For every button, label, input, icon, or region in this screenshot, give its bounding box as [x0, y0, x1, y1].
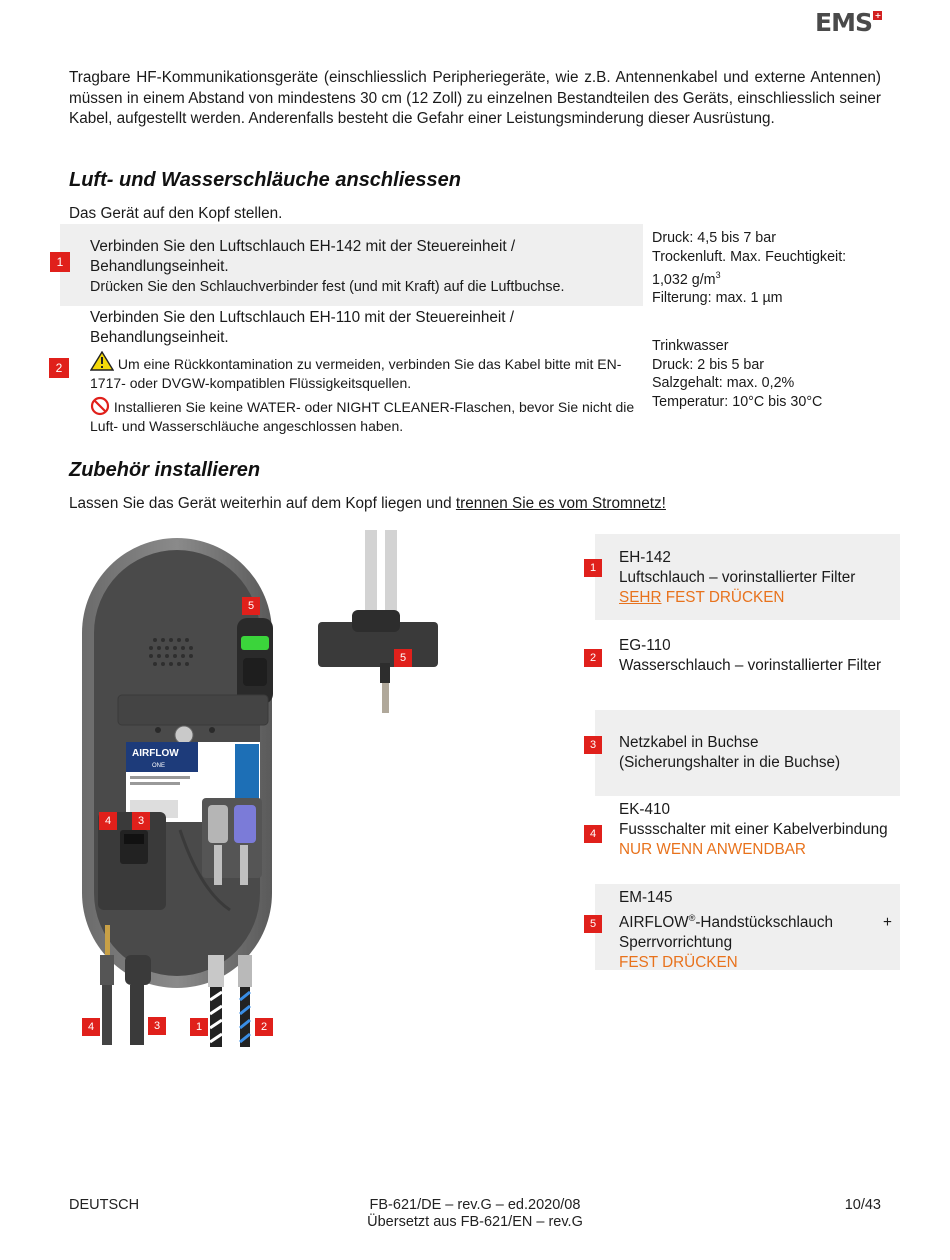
label-model: ONE [152, 763, 166, 769]
device-callout-3-port: 3 [132, 812, 150, 830]
step-2-specs [652, 337, 892, 411]
accessory-5-code: EM-145 [619, 889, 673, 906]
step-2-warning-2 [90, 396, 642, 436]
step-number-2: 2 [49, 358, 69, 378]
accessory-number-2: 2 [584, 649, 602, 667]
spec-air-pressure: Druck: 4,5 bis 7 bar [652, 230, 776, 246]
spec-air-humidity: Trockenluft. Max. Feuchtigkeit: [652, 248, 847, 265]
footer-page-number: 10/43 [844, 1197, 881, 1213]
subtitle-text: Lassen Sie das Gerät weiterhin auf dem Kopf liegen und [69, 495, 456, 512]
spec-water-pressure: Druck: 2 bis 5 bar [652, 356, 765, 373]
device-callout-1-cable: 1 [190, 1018, 208, 1036]
step-1-text [90, 237, 640, 297]
intro-paragraph: Tragbare HF-Kommunikationsgeräte (einschliesslich Peripheriegeräte, wie z.B. Antennenkabel und externe Antennen) müssen in einem Abstand von mindestens 30 cm (12 Zoll) zu einzelnen Bestandteilen des Geräts, einschliesslich seiner Kabel, aufgestellt werden. Anderenfalls besteht die Gefahr einer Leistungsminderung dieser Ausrüstung. [69, 69, 881, 127]
device-callout-5-module: 5 [394, 649, 412, 667]
device-callout-3-cable: 3 [148, 1017, 166, 1035]
accessory-number-4: 4 [584, 825, 602, 843]
ems-logo [815, 8, 882, 37]
accessory-row-3 [589, 710, 900, 796]
accessory-row-4 [589, 798, 900, 882]
warning-triangle-icon [90, 351, 114, 371]
swiss-cross-icon: + [874, 11, 881, 20]
spec-humidity-base: 1,032 g/m [652, 271, 716, 288]
section-subtitle-hoses: Das Gerät auf den Kopf stellen. [69, 205, 283, 222]
warning-1-text: Um eine Rückkontamination zu vermeiden, verbinden Sie das Kabel bitte mit EN-1717- oder DVGW-kompatiblen Flüssigkeitsquellen. [90, 356, 622, 391]
lock-green-indicator [241, 636, 269, 650]
device-callout-4-port: 4 [99, 812, 117, 830]
spec-humidity-sup: 3 [715, 270, 721, 280]
device-callout-2-cable: 2 [255, 1018, 273, 1036]
accessory-1-desc: Luftschlauch – vorinstallierter Filter [619, 569, 856, 586]
accessory-row-5 [589, 884, 900, 972]
accessory-number-5: 5 [584, 915, 602, 933]
footer-document-reference [300, 1197, 650, 1231]
label-brand: AIRFLOW [132, 748, 179, 759]
step-1-specs [652, 229, 892, 308]
accessory-row-2 [589, 622, 900, 708]
accessory-5-desc-rest: -Handstückschlauch + Sperrvorrichtung [619, 914, 892, 952]
device-illustration [60, 530, 540, 1070]
logo-text: EMS [815, 8, 872, 37]
subtitle-underlined: trennen Sie es vom Stromnetz! [455, 495, 666, 512]
section-heading-accessories: Zubehör installieren [69, 459, 261, 481]
accessory-4-code: EK-410 [619, 801, 671, 818]
power-plug [125, 955, 151, 985]
accessory-1-note [619, 588, 892, 608]
step-2-line1: Verbinden Sie den Luftschlauch EH-110 mit der Steuereinheit / [90, 309, 515, 326]
accessory-3-desc: Netzkabel in Buchse [619, 734, 759, 751]
step-1-line2: Behandlungseinheit. [90, 258, 229, 275]
accessory-1-note-rest: FEST DRÜCKEN [661, 589, 785, 606]
accessory-4-note: NUR WENN ANWENDBAR [619, 841, 806, 858]
spec-water-temperature: Temperatur: 10°C bis 30°C [652, 393, 823, 410]
step-2-warning-1 [90, 351, 642, 393]
step-1-line3: Drücken Sie den Schlauchverbinder fest (und mit Kraft) auf die Luftbuchse. [90, 279, 565, 295]
accessory-5-note: FEST DRÜCKEN [619, 954, 738, 972]
accessory-3-desc2: (Sicherungshalter in die Buchse) [619, 754, 841, 771]
section-subtitle-accessories [69, 495, 666, 513]
water-hose-connector [238, 955, 252, 987]
spec-water-type: Trinkwasser [652, 338, 729, 354]
accessory-1-note-underlined: SEHR [619, 589, 662, 606]
footer-translated: Übersetzt aus FB-621/EN – rev.G [367, 1214, 583, 1230]
footer-doc-ref: FB-621/DE – rev.G – ed.2020/08 [369, 1197, 581, 1213]
water-connector [234, 805, 256, 843]
spec-water-salinity: Salzgehalt: max. 0,2% [652, 375, 795, 391]
accessory-4-desc: Fussschalter mit einer Kabelverbindung [619, 821, 888, 838]
air-hose-connector [208, 955, 224, 987]
device-callout-5-lock: 5 [242, 597, 260, 615]
accessory-2-desc: Wasserschlauch – vorinstallierter Filter [619, 657, 882, 674]
step-number-1: 1 [50, 252, 70, 272]
accessory-number-3: 3 [584, 736, 602, 754]
prohibition-icon [90, 396, 110, 416]
spec-air-filter: Filterung: max. 1 µm [652, 290, 783, 307]
spec-air-humidity-value [652, 266, 892, 289]
accessory-number-1: 1 [584, 559, 602, 577]
accessory-5-reg: ® [688, 913, 696, 923]
device-callout-4-cable: 4 [82, 1018, 100, 1036]
warning-2-text: Installieren Sie keine WATER- oder NIGHT CLEANER-Flaschen, bevor Sie nicht die Luft- und Wasserschläuche angeschlossen haben. [90, 399, 635, 434]
accessory-1-code: EH-142 [619, 549, 671, 566]
footer-language: DEUTSCH [69, 1197, 140, 1213]
accessory-5-desc [619, 908, 892, 953]
accessory-2-code: EG-110 [619, 637, 671, 654]
step-1-line1: Verbinden Sie den Luftschlauch EH-142 mit der Steuereinheit / [90, 238, 516, 255]
step-2-line2: Behandlungseinheit. [90, 329, 229, 346]
accessory-row-1 [589, 534, 900, 620]
accessory-5-brand: AIRFLOW [619, 914, 689, 932]
footswitch-plug-tip [105, 925, 110, 957]
step-2-text [90, 308, 642, 436]
air-connector [208, 805, 228, 843]
section-heading-hoses: Luft- und Wasserschläuche anschliessen [69, 169, 461, 191]
